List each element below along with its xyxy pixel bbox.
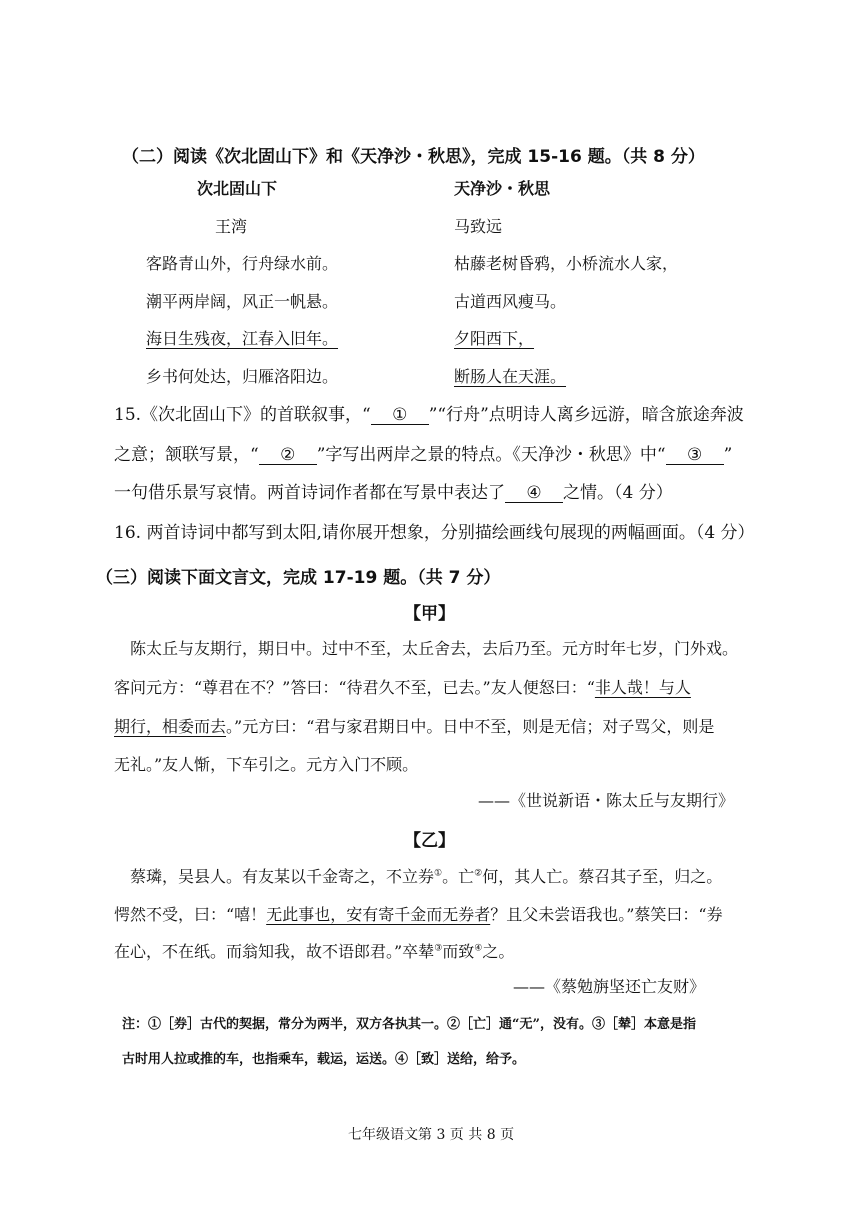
poem2-title: 天净沙・秋思 [454,179,551,198]
jia-line-3 [114,714,714,737]
jia-label: 【甲】 [404,604,455,624]
yi-line-3 [114,939,514,962]
q15-text: 15.《次北固山下》的首联叙事，“ [114,405,371,425]
notes-line-2: 古时用人拉或推的车，也指乘车，载运，运送。④［致］送给，给予。 [122,1052,526,1067]
poem2-line-4-underlined: 断肠人在天涯。 [454,367,567,386]
poem1-line-2: 潮平两岸阔，风正一帆悬。 [146,292,339,311]
footnote-marker-3: ③ [434,943,443,954]
q15-text: 之情。（4 分） [563,483,673,503]
poem2-line-1: 枯藤老树昏鸦，小桥流水人家， [454,254,679,273]
yi-underlined-text: 无此事也，安有寄千金而无券者 [266,905,491,924]
q16-text: 16. 两首诗词中都写到太阳,请你展开想象，分别描绘画线句展现的两幅画面。（4 分） [114,523,755,543]
section3-heading: （三）阅读下面文言文，完成 17-19 题。（共 7 分） [96,568,501,588]
q15-line-3 [114,478,673,503]
jia-text: 。”元方曰：“君与家君期日中。日中不至，则是无信；对子骂父，则是 [226,717,715,736]
q15-line-2 [114,440,732,465]
yi-line-1 [130,864,722,887]
q15-text: ”字写出两岸之景的特点。《天净沙・秋思》中“ [316,445,666,465]
q15-text: 一句借乐景写哀情。两首诗词作者都在写景中表达了 [114,483,505,503]
jia-text: 客问元方：“尊君在不？”答曰：“待君久不至，已去。”友人便怒曰：“ [114,678,595,697]
poem2-author: 马致远 [454,217,503,236]
jia-line-1: 陈太丘与友期行，期日中。过中不至，太丘舍去，去后乃至。元方时年七岁，门外戏。 [130,639,739,658]
q15-text: 之意；颔联写景，“ [114,445,259,465]
poem1-author: 王湾 [215,217,248,236]
footnote-marker-4: ④ [474,943,483,954]
yi-text: ？且父未尝语我也。”蔡笑曰：“券 [490,905,723,924]
q15-text: ” [723,445,733,465]
q15-line-1 [114,400,744,425]
footnote-marker-2: ② [474,868,483,879]
yi-text: 在心，不在纸。而翁知我，故不语郎君。”卒辇 [114,942,435,961]
q15-text: ”“行舟”点明诗人离乡远游，暗含旅途奔波 [428,405,744,425]
yi-source: ——《蔡勉旃坚还亡友财》 [513,977,706,996]
q15-blank-4: ④ [505,484,563,503]
yi-text: 而致 [442,942,475,961]
q15-blank-3: ③ [666,446,724,465]
notes-line-1: 注：①［券］古代的契据，常分为两半，双方各执其一。②［亡］通“无”，没有。③［辇］本意是指 [122,1017,696,1032]
yi-line-2 [114,902,723,925]
page-footer: 七年级语文第 3 页 共 8 页 [348,1127,515,1143]
jia-underlined-text: 期行，相委而去 [114,717,227,736]
q15-blank-1: ① [371,406,429,425]
jia-source: ——《世说新语・陈太丘与友期行》 [478,791,735,810]
yi-text: 之。 [482,942,515,961]
footnote-marker-1: ① [434,868,443,879]
poem1-line-4: 乡书何处达，归雁洛阳边。 [146,367,339,386]
jia-underlined-text: 非人哉！与人 [594,678,691,697]
jia-line-4: 无礼。”友人惭，下车引之。元方入门不顾。 [114,755,419,774]
q15-blank-2: ② [259,446,317,465]
yi-text: 蔡璘，吴县人。有友某以千金寄之，不立券 [130,867,435,886]
yi-text: 愕然不受，曰：“嘻！ [114,905,267,924]
yi-text: 何，其人亡。蔡召其子至，归之。 [482,867,723,886]
poem1-line-1: 客路青山外，行舟绿水前。 [146,254,339,273]
poem1-title: 次北固山下 [197,179,278,198]
poem1-line-3-underlined: 海日生残夜，江春入旧年。 [146,329,339,348]
yi-label: 【乙】 [404,831,455,851]
section2-heading: （二）阅读《次北固山下》和《天净沙・秋思》，完成 15-16 题。（共 8 分） [122,147,705,167]
yi-text: 。亡 [442,867,475,886]
jia-line-2 [114,675,691,698]
poem2-line-3-underlined: 夕阳西下， [454,329,535,348]
poem2-line-2: 古道西风瘦马。 [454,292,567,311]
